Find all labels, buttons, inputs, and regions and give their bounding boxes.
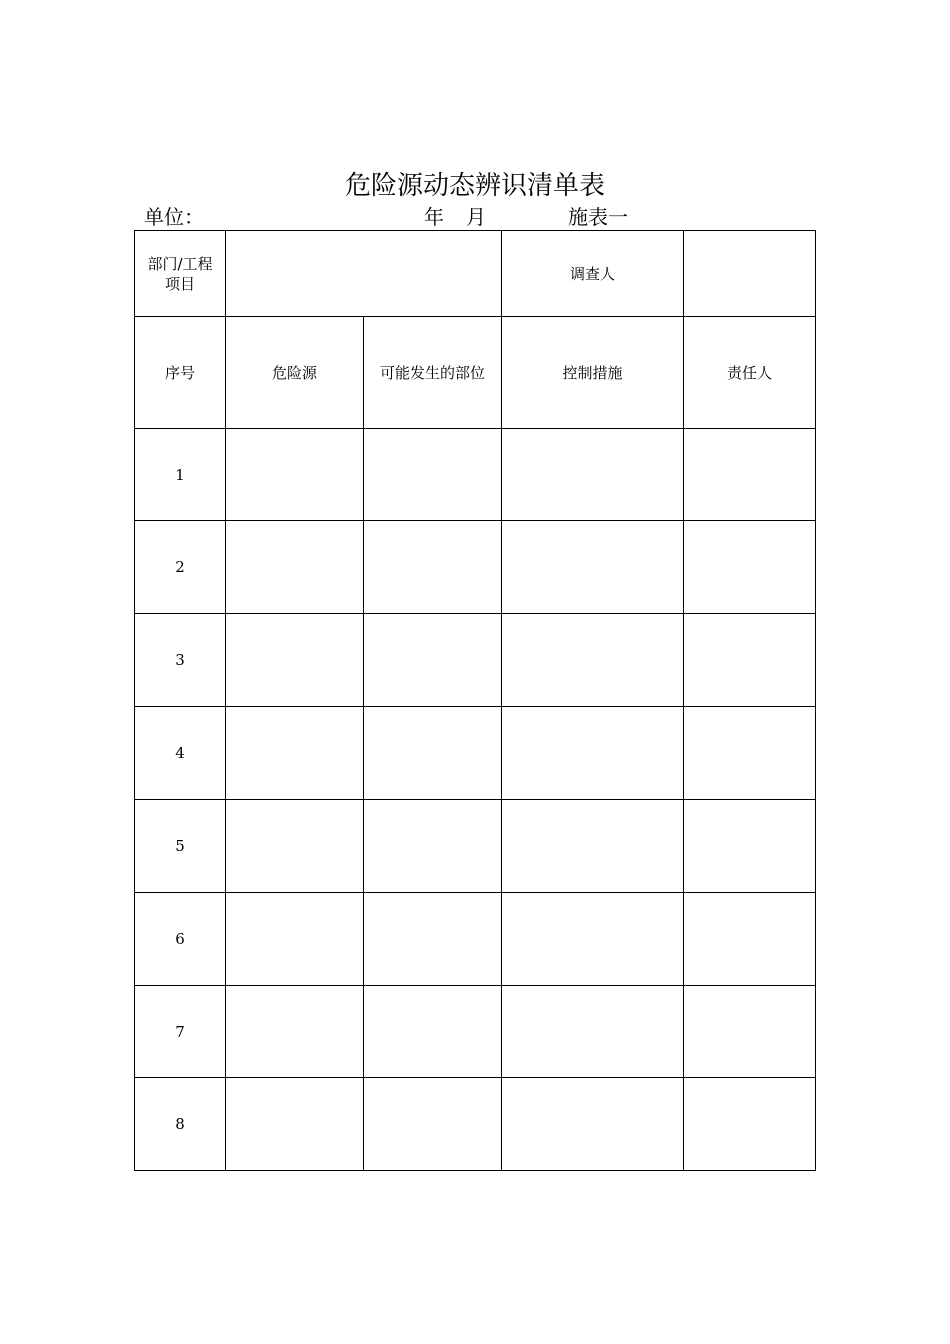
table-cell[interactable] bbox=[364, 986, 502, 1078]
row-number: 8 bbox=[135, 1078, 226, 1171]
header-cell bbox=[135, 317, 226, 429]
table-cell[interactable] bbox=[226, 707, 364, 800]
month-label: 月 bbox=[466, 205, 486, 229]
hazard-identification-table bbox=[134, 230, 816, 1171]
table-cell[interactable] bbox=[502, 986, 684, 1078]
row-number: 7 bbox=[135, 986, 226, 1078]
investigator-label: 调查人 bbox=[569, 264, 615, 283]
table-cell[interactable] bbox=[364, 521, 502, 614]
table-row bbox=[135, 614, 816, 707]
investigator-value-cell[interactable] bbox=[684, 231, 816, 317]
table-cell[interactable] bbox=[684, 986, 816, 1078]
table-cell[interactable] bbox=[364, 614, 502, 707]
table-cell[interactable] bbox=[226, 614, 364, 707]
table-cell[interactable] bbox=[502, 521, 684, 614]
dept-label-cell bbox=[135, 231, 226, 317]
header-row bbox=[135, 317, 816, 429]
table-cell[interactable] bbox=[684, 521, 816, 614]
table-cell[interactable] bbox=[684, 614, 816, 707]
table-cell[interactable] bbox=[502, 707, 684, 800]
header-cell bbox=[364, 317, 502, 429]
table-cell[interactable] bbox=[226, 429, 364, 521]
form-code: 施表一 bbox=[568, 205, 628, 229]
table-cell[interactable] bbox=[684, 893, 816, 986]
table-cell[interactable] bbox=[364, 707, 502, 800]
table-cell[interactable] bbox=[226, 521, 364, 614]
table-cell[interactable] bbox=[502, 1078, 684, 1171]
info-row bbox=[135, 231, 816, 317]
table-cell[interactable] bbox=[684, 800, 816, 893]
table-cell[interactable] bbox=[684, 707, 816, 800]
table-cell[interactable] bbox=[684, 429, 816, 521]
table-row bbox=[135, 800, 816, 893]
header-responsible-person: 责任人 bbox=[726, 363, 772, 382]
table-cell[interactable] bbox=[364, 893, 502, 986]
table-cell[interactable] bbox=[226, 893, 364, 986]
unit-label: 单位： bbox=[144, 205, 204, 229]
table-row bbox=[135, 429, 816, 521]
header-control-measures: 控制措施 bbox=[562, 363, 623, 382]
table-cell[interactable] bbox=[502, 893, 684, 986]
table-cell[interactable] bbox=[502, 800, 684, 893]
investigator-label-cell bbox=[502, 231, 684, 317]
table-row bbox=[135, 1078, 816, 1171]
table-row bbox=[135, 521, 816, 614]
row-number: 2 bbox=[135, 521, 226, 614]
row-number: 4 bbox=[135, 707, 226, 800]
table-cell[interactable] bbox=[684, 1078, 816, 1171]
year-label: 年 bbox=[424, 205, 444, 229]
table-cell[interactable] bbox=[364, 429, 502, 521]
table-cell[interactable] bbox=[502, 614, 684, 707]
table-cell[interactable] bbox=[226, 800, 364, 893]
dept-label: 部门/工程项目 bbox=[147, 254, 213, 293]
row-number: 6 bbox=[135, 893, 226, 986]
table-cell[interactable] bbox=[502, 429, 684, 521]
table-row bbox=[135, 893, 816, 986]
dept-value-cell[interactable] bbox=[226, 231, 502, 317]
header-cell bbox=[684, 317, 816, 429]
table-cell[interactable] bbox=[226, 1078, 364, 1171]
table-row bbox=[135, 707, 816, 800]
table-cell[interactable] bbox=[364, 1078, 502, 1171]
table-row bbox=[135, 986, 816, 1078]
header-cell bbox=[226, 317, 364, 429]
table-cell[interactable] bbox=[226, 986, 364, 1078]
header-location: 可能发生的部位 bbox=[379, 363, 485, 382]
header-cell bbox=[502, 317, 684, 429]
header-serial: 序号 bbox=[164, 363, 195, 382]
page-title: 危险源动态辨识清单表 bbox=[344, 171, 605, 201]
table-cell[interactable] bbox=[364, 800, 502, 893]
header-hazard: 危险源 bbox=[271, 363, 317, 382]
row-number: 5 bbox=[135, 800, 226, 893]
row-number: 3 bbox=[135, 614, 226, 707]
row-number: 1 bbox=[135, 429, 226, 521]
